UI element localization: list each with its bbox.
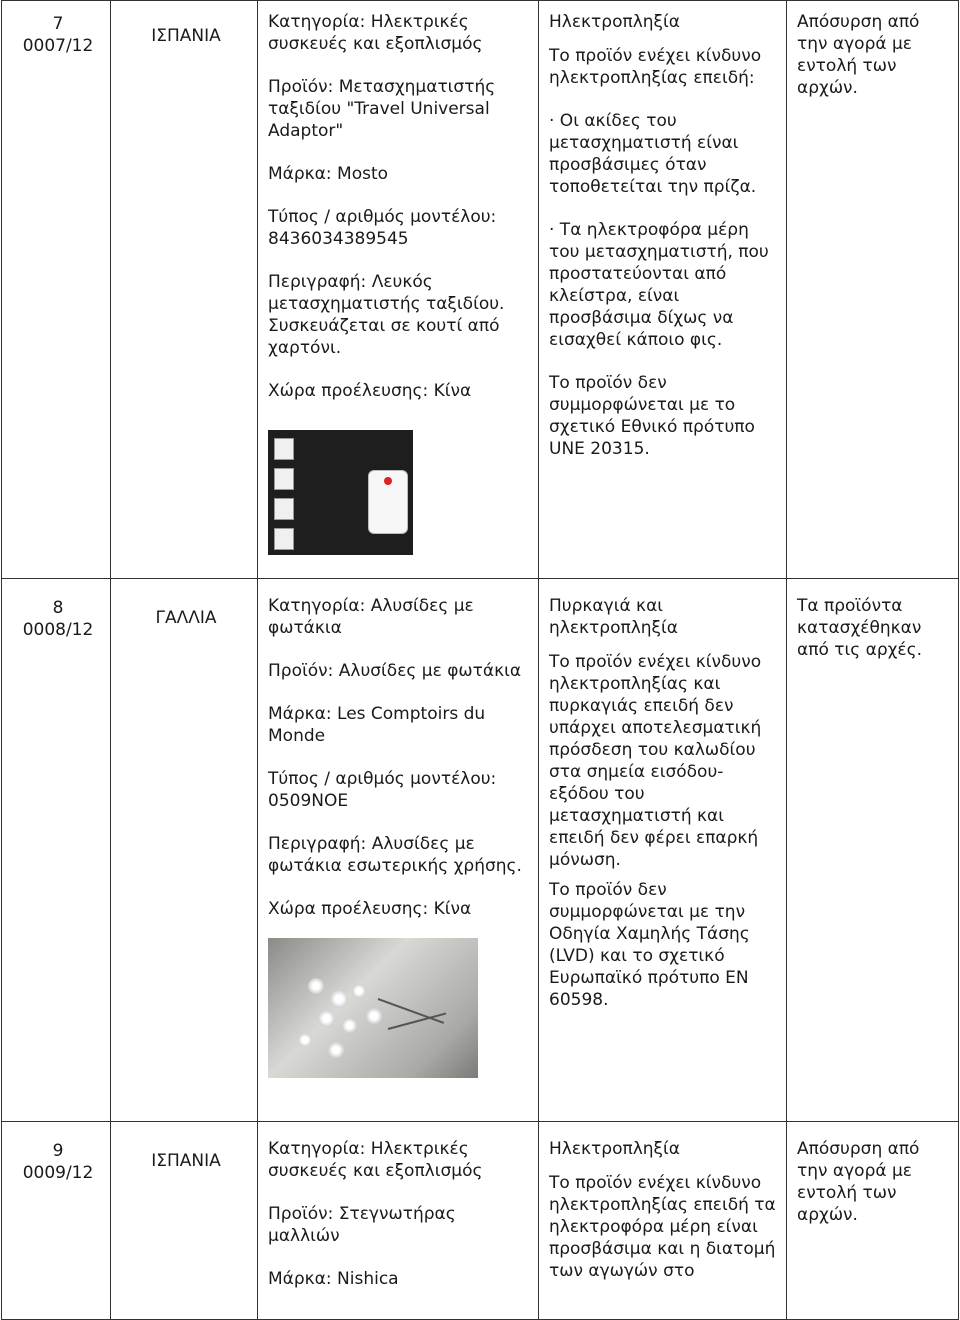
product-details: Κατηγορία: Ηλεκτρικές συσκευές και εξοπλισμός Προϊόν: Στεγνωτήρας μαλλιών Μάρκα: Nishica: [268, 1139, 483, 1289]
item-number: 7 0007/12: [22, 14, 94, 56]
product-details: Κατηγορία: Αλυσίδες με φωτάκια Προϊόν: Αλυσίδες με φωτάκια Μάρκα: Les Comptoirs du Monde Τύπος / αριθμός μοντέλου: 0509NOE Περιγραφή: Αλυσίδες με φωτάκια εσωτερικής χρήσης. Χώρα προέλευσης: Κίνα: [258, 579, 538, 1086]
country: ΙΣΠΑΝΙΑ: [151, 26, 221, 46]
table-row: [2, 579, 959, 1122]
risk-description: Ηλεκτροπληξία Το προϊόν ενέχει κίνδυνο ηλεκτροπληξίας επειδή τα ηλεκτροφόρα μέρη είναι προσβάσιμα και η διατομή των αγωγών στο: [549, 1139, 776, 1281]
country: ΓΑΛΛΙΑ: [155, 608, 217, 628]
notifications-table: [1, 0, 959, 1320]
measure: Απόσυρση από την αγορά με εντολή των αρχών.: [797, 12, 920, 98]
risk-description: Πυρκαγιά και ηλεκτροπληξία Το προϊόν ενέχει κίνδυνο ηλεκτροπληξίας και πυρκαγιάς επειδή δεν υπάρχει αποτελεσματική πρόσδεση του καλωδίου στα σημεία εισόδου-εξόδου του μετασχηματιστή και επειδή δεν φέρει επαρκή μόνωση. Το προϊόν δεν συμμορφώνεται με την Οδηγία Χαμηλής Τάσης (LVD) και το σχετικό Ευρωπαϊκό πρότυπο EN 60598.: [549, 596, 762, 1010]
table-row: [2, 1122, 959, 1320]
adapter-icon: [368, 470, 408, 534]
risk-description: Ηλεκτροπληξία Το προϊόν ενέχει κίνδυνο ηλεκτροπληξίας επειδή: · Οι ακίδες του μετασχηματιστή είναι προσβάσιμες όταν τοποθετείται την πρίζα. · Τα ηλεκτροφόρα μέρη του μετασχηματιστή, που προστατεύονται από κλείστρα, είναι προσβάσιμα δίχως να εισαχθεί κάποιο φις. Το προϊόν δεν συμμορφώνεται με το σχετικό Εθνικό πρότυπο UNE 20315.: [549, 12, 769, 459]
measure: Τα προϊόντα κατασχέθηκαν από τις αρχές.: [797, 596, 923, 660]
measure: Απόσυρση από την αγορά με εντολή των αρχών.: [797, 1139, 920, 1225]
item-number: 8 0008/12: [22, 598, 94, 640]
product-photo-adapter: [268, 430, 413, 555]
country: ΙΣΠΑΝΙΑ: [151, 1151, 221, 1171]
item-number: 9 0009/12: [22, 1141, 94, 1183]
table-row: [2, 1, 959, 579]
product-photo-lights: [268, 938, 478, 1078]
product-details: Κατηγορία: Ηλεκτρικές συσκευές και εξοπλισμός Προϊόν: Μετασχηματιστής ταξιδίου "Travel Universal Adaptor" Μάρκα: Mosto Τύπος / αριθμός μοντέλου: 8436034389545 Περιγραφή: Λευκός μετασχηματιστής ταξιδίου. Συσκευάζεται σε κουτί από χαρτόνι. Χώρα προέλευσης: Κίνα: [258, 1, 538, 563]
